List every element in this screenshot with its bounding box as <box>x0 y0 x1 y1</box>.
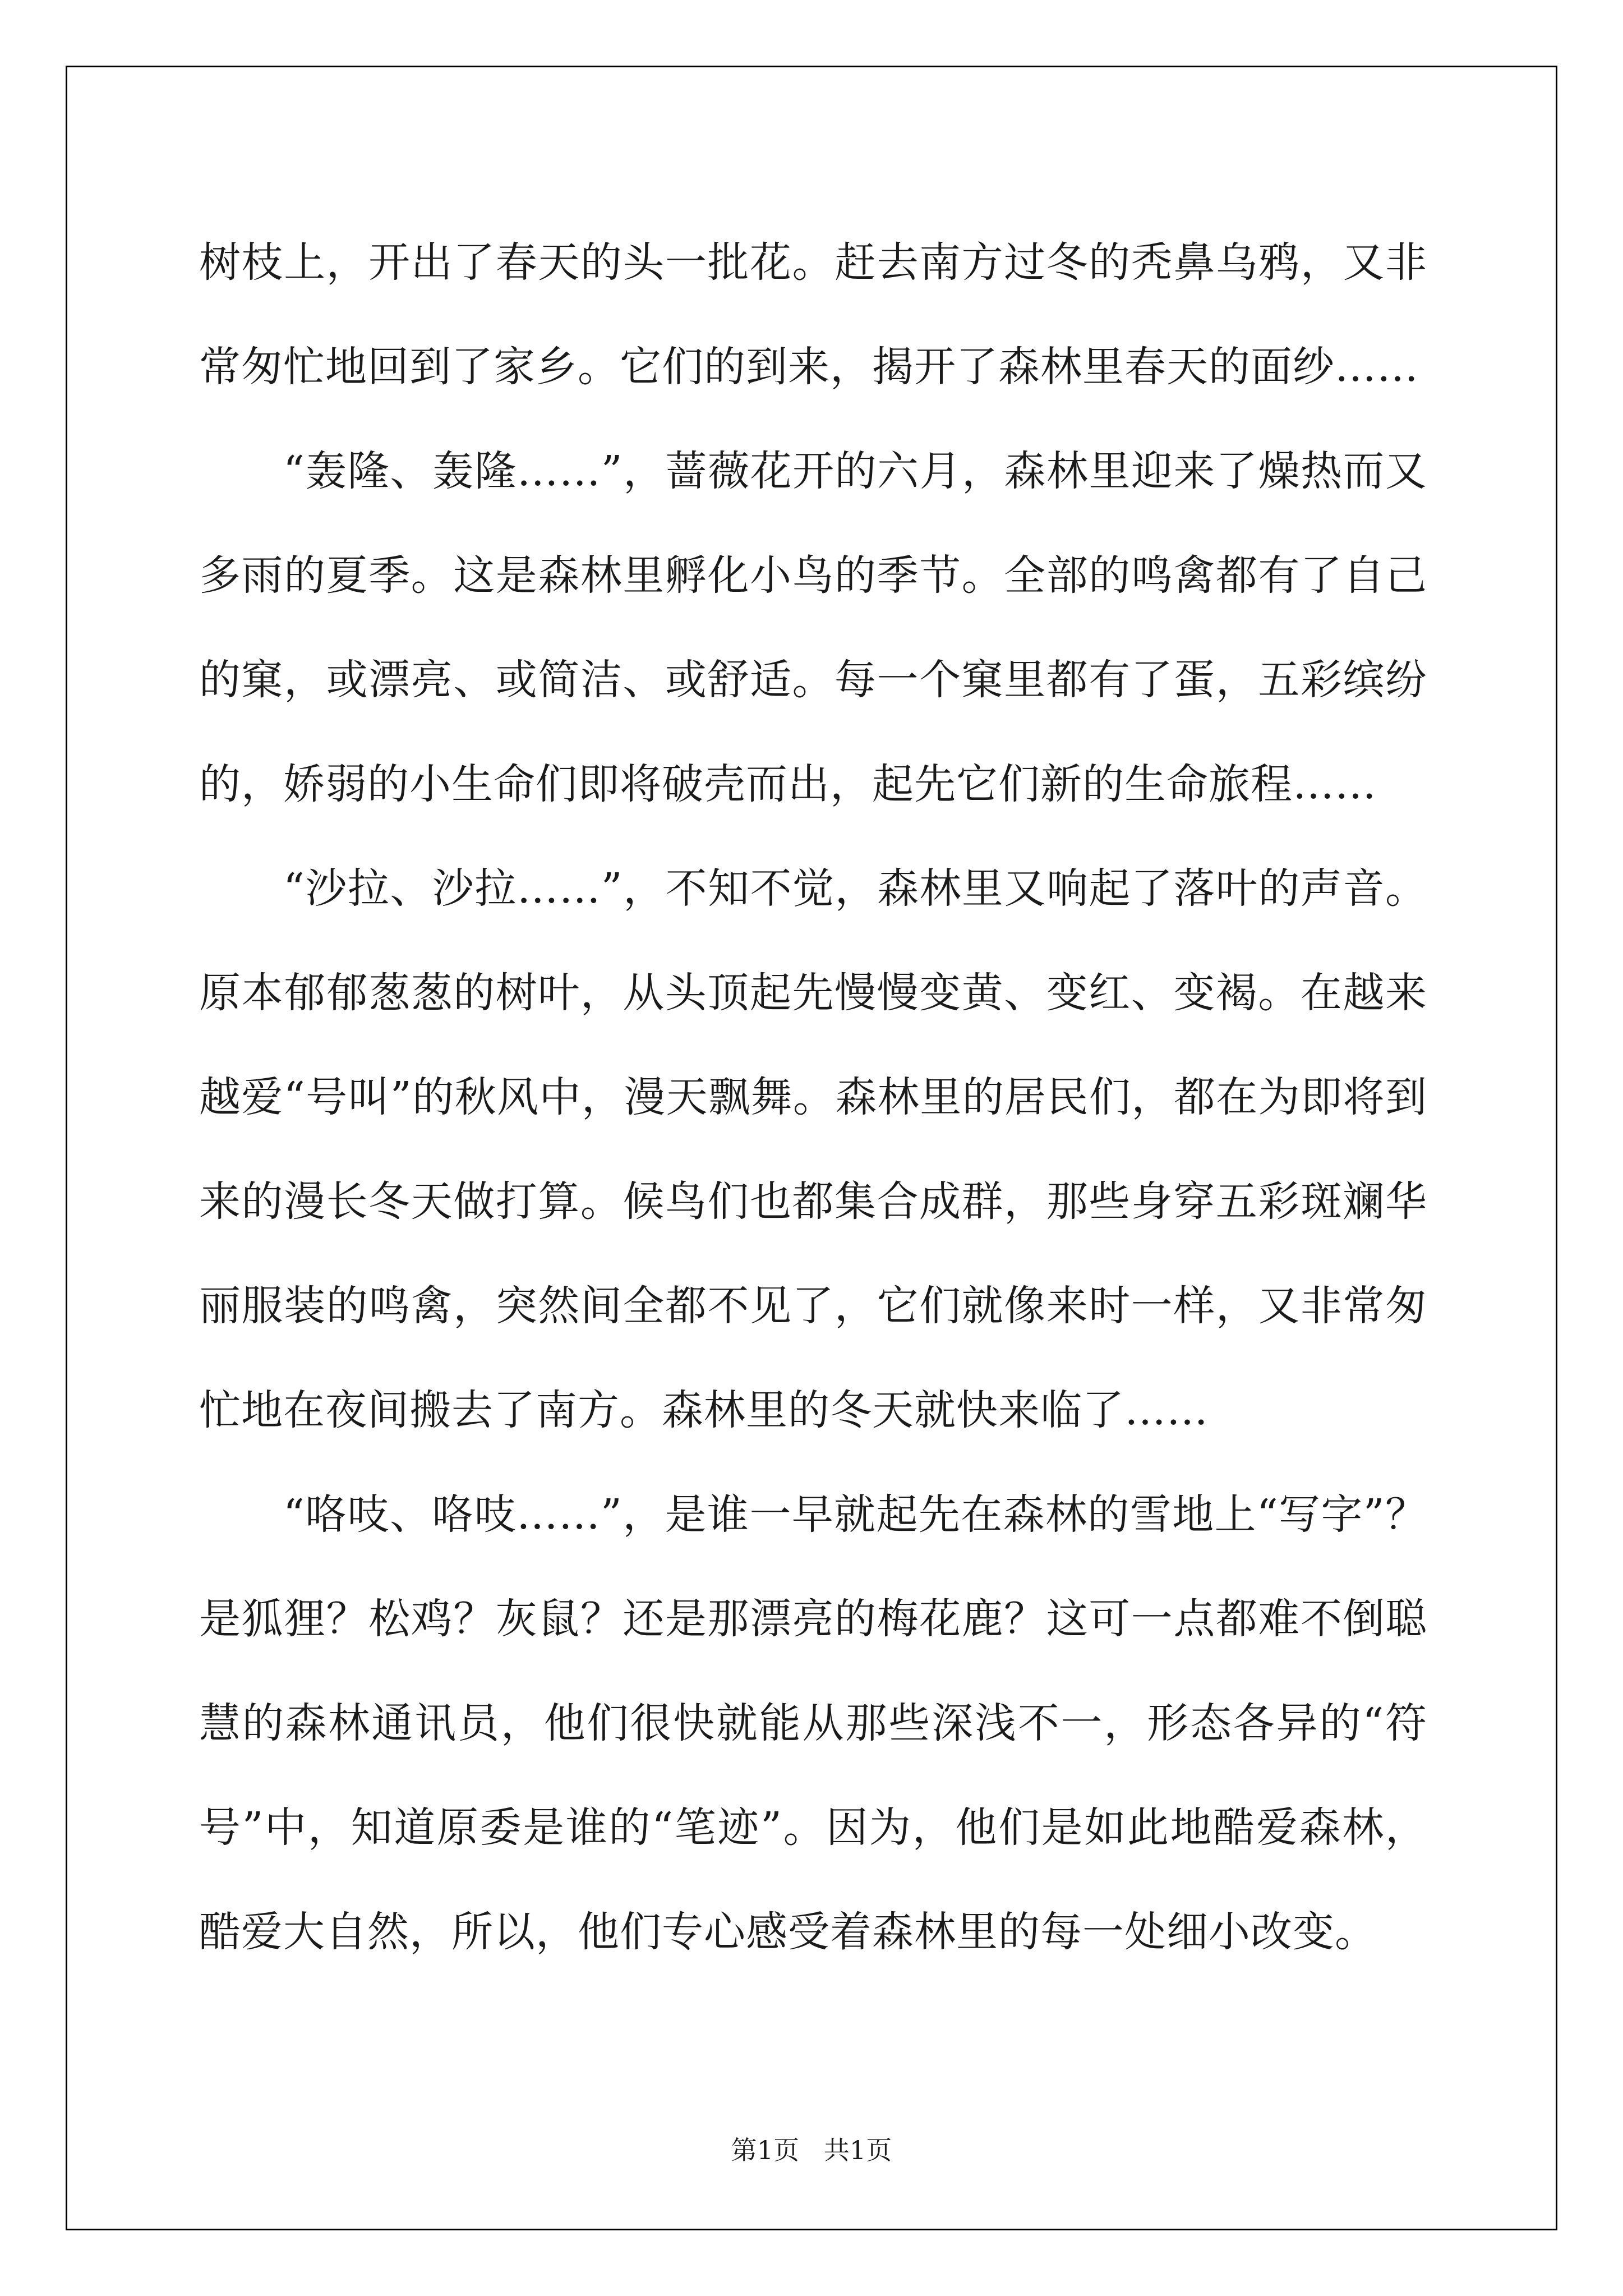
paragraph-1: 树枝上，开出了春天的头一批花。赶去南方过冬的秃鼻乌鸦，又非常匆忙地回到了家乡。它们的到来，揭开了森林里春天的面纱…… <box>199 238 1427 391</box>
paragraph-3: “沙拉、沙拉……”，不知不觉，森林里又响起了落叶的声音。原本郁郁葱葱的树叶，从头顶起先慢慢变黄、变红、变褐。在越来越爱“号叫”的秋风中，漫天飘舞。森林里的居民们，都在为即将到来的漫长冬天做打算。候鸟们也都集合成群，那些身穿五彩斑斓华丽服装的鸣禽，突然间全都不见了，它们就像来时一样，又非常匆忙地在夜间搬去了南方。森林里的冬天就快来临了…… <box>199 864 1427 1434</box>
page-footer: 第1页 共1页 <box>731 2135 892 2165</box>
paragraph-2: “轰隆、轰隆……”，蔷薇花开的六月，森林里迎来了燥热而又多雨的夏季。这是森林里孵化小鸟的季节。全部的鸣禽都有了自己的窠，或漂亮、或简洁、或舒适。每一个窠里都有了蛋，五彩缤纷的，娇弱的小生命们即将破壳而出，起先它们新的生命旅程…… <box>199 447 1427 808</box>
document-body <box>199 210 1427 1984</box>
paragraph-4: “咯吱、咯吱……”，是谁一早就起先在森林的雪地上“写字”？是狐狸？松鸡？灰鼠？还是那漂亮的梅花鹿？这可一点都难不倒聪慧的森林通讯员，他们很快就能从那些深浅不一，形态各异的“符号”中，知道原委是谁的“笔迹”。因为，他们是如此地酷爱森林，酷爱大自然，所以，他们专心感受着森林里的每一处细小改变。 <box>199 1490 1427 1956</box>
